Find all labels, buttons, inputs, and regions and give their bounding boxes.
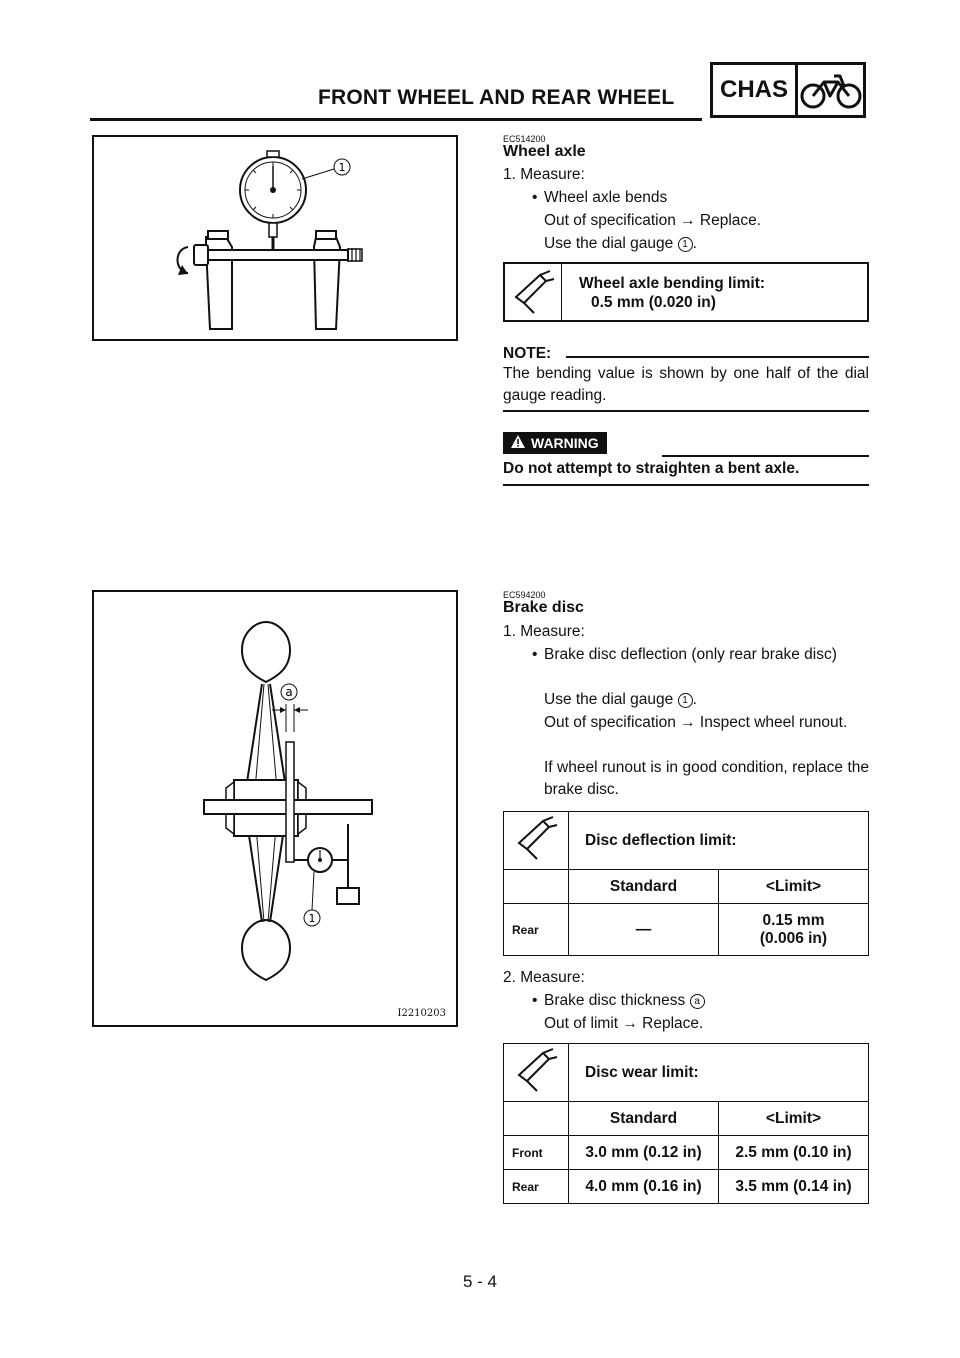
callout-ref: 1 — [678, 237, 693, 252]
note-label: NOTE: — [503, 345, 552, 362]
note-end-rule — [503, 410, 869, 412]
note-rule — [566, 356, 869, 358]
section-code: EC514200 — [503, 134, 546, 144]
warning-rule — [662, 455, 869, 457]
body-text: Out of specification → Replace. — [544, 212, 762, 229]
callout-ref: 1 — [678, 693, 693, 708]
fig2-callout-a: a — [285, 685, 293, 699]
caliper-icon — [504, 1044, 569, 1102]
bullet-text: • Brake disc deflection (only rear brake disc) — [544, 644, 869, 666]
spec-box-axle — [503, 262, 869, 322]
caliper-icon — [504, 812, 569, 870]
table-row: Rear 4.0 mm (0.16 in) 3.5 mm (0.14 in) — [504, 1170, 869, 1204]
caliper-icon — [505, 264, 562, 320]
body-text-ref: Use the dial gauge 1 . — [544, 235, 697, 252]
col-limit: <Limit> — [718, 870, 868, 904]
table-row: Front 3.0 mm (0.12 in) 2.5 mm (0.10 in) — [504, 1136, 869, 1170]
row-label: Rear — [504, 904, 569, 956]
bullet-text: • Brake disc thickness a — [544, 990, 705, 1012]
warning-icon — [511, 435, 525, 451]
spec-table-deflection — [503, 811, 869, 956]
section-badge — [710, 62, 866, 118]
section-badge-text: CHAS — [713, 65, 798, 115]
step-text: 2. Measure: — [503, 969, 585, 986]
warning-label: WARNING — [531, 435, 599, 451]
table-title: Disc deflection limit: — [569, 812, 869, 870]
col-standard: Standard — [569, 1102, 719, 1136]
section-code: EC594200 — [503, 590, 546, 600]
body-text-ref: Use the dial gauge 1 . — [544, 691, 697, 708]
spec-title: Wheel axle bending limit: — [579, 275, 766, 292]
header-rule — [90, 118, 702, 121]
figure-wheel-axle — [92, 135, 458, 341]
figure-brake-disc — [92, 590, 458, 1027]
cell-standard: — — [569, 904, 719, 956]
step-text: 1. Measure: — [503, 166, 585, 183]
body-text: Out of specification → Inspect wheel runout. — [544, 714, 848, 731]
motorcycle-icon — [798, 65, 863, 115]
section-heading-wheel-axle: Wheel axle — [503, 143, 586, 160]
col-standard: Standard — [569, 870, 719, 904]
warning-end-rule — [503, 484, 869, 486]
bullet-text: • Wheel axle bends — [544, 187, 667, 209]
table-title: Disc wear limit: — [569, 1044, 869, 1102]
cell-limit: 0.15 mm (0.006 in) — [718, 904, 868, 956]
fig1-callout-1: 1 — [338, 161, 346, 174]
step-text: 1. Measure: — [503, 623, 585, 640]
note-text: The bending value is shown by one half of the dial gauge reading. — [503, 365, 869, 404]
figure-code: I2210203 — [397, 1008, 446, 1019]
body-text: If wheel runout is in good condition, replace the brake disc. — [544, 759, 869, 798]
page-title: FRONT WHEEL AND REAR WHEEL — [318, 86, 675, 109]
page-number: 5 - 4 — [462, 1272, 498, 1291]
spec-value: 0.5 mm (0.020 in) — [591, 294, 716, 311]
warning-badge — [503, 432, 607, 454]
spec-table-wear — [503, 1043, 869, 1204]
warning-text: Do not attempt to straighten a bent axle. — [503, 460, 800, 477]
fig2-callout-1: 1 — [308, 912, 316, 925]
callout-ref: a — [690, 994, 705, 1009]
section-heading-brake-disc: Brake disc — [503, 599, 584, 616]
col-limit: <Limit> — [719, 1102, 869, 1136]
body-text: Out of limit → Replace. — [544, 1015, 704, 1032]
